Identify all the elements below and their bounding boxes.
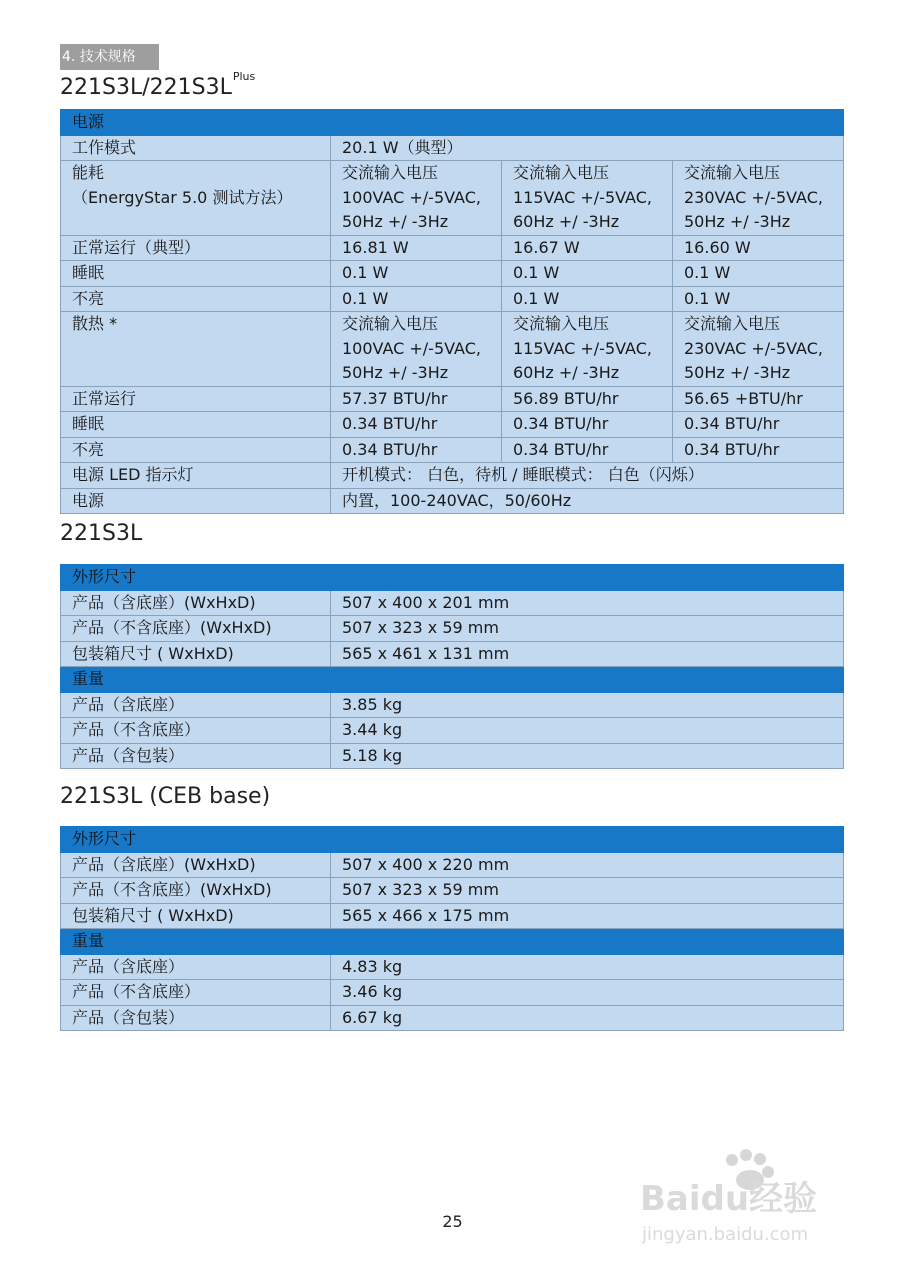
dimensions-table-b <box>60 826 844 1031</box>
table-row <box>61 743 844 769</box>
section-header-row <box>61 667 844 693</box>
row-label: 不亮 <box>61 286 331 312</box>
row-label: 产品（不含底座）(WxHxD) <box>61 878 331 904</box>
power-spec-table <box>60 109 844 514</box>
row-label: 睡眠 <box>61 412 331 438</box>
row-value: 507 x 323 x 59 mm <box>331 878 844 904</box>
row-value: 565 x 461 x 131 mm <box>331 641 844 667</box>
table-row <box>61 1005 844 1031</box>
row-label: 产品（不含底座） <box>61 718 331 744</box>
baidu-jingyan-watermark <box>640 1148 860 1248</box>
row-label: 产品（含底座）(WxHxD) <box>61 852 331 878</box>
table-row <box>61 135 844 161</box>
row-value: 507 x 400 x 220 mm <box>331 852 844 878</box>
section-header: 重量 <box>61 929 844 955</box>
row-value: 0.34 BTU/hr <box>331 437 502 463</box>
row-value: 0.1 W <box>673 286 844 312</box>
row-value: 交流输入电压 100VAC +/-5VAC, 50Hz +/ -3Hz <box>331 312 502 387</box>
row-value: 507 x 323 x 59 mm <box>331 616 844 642</box>
table-row <box>61 412 844 438</box>
section-header: 电源 <box>61 110 844 136</box>
row-value: 开机模式： 白色，待机 / 睡眠模式： 白色（闪烁） <box>331 463 844 489</box>
row-value: 0.1 W <box>502 261 673 287</box>
dimensions-table-a <box>60 564 844 769</box>
section-header-row <box>61 929 844 955</box>
table-row <box>61 641 844 667</box>
row-value: 0.34 BTU/hr <box>331 412 502 438</box>
row-value: 16.81 W <box>331 235 502 261</box>
row-value: 3.85 kg <box>331 692 844 718</box>
row-value: 交流输入电压 115VAC +/-5VAC, 60Hz +/ -3Hz <box>502 161 673 236</box>
row-label: 正常运行（典型） <box>61 235 331 261</box>
row-value: 56.89 BTU/hr <box>502 386 673 412</box>
model-title-sup: Plus <box>232 70 256 83</box>
table-row <box>61 718 844 744</box>
model-title-main <box>60 70 255 100</box>
row-label: 产品（含包装） <box>61 743 331 769</box>
row-value: 20.1 W（典型） <box>331 135 844 161</box>
row-value: 交流输入电压 100VAC +/-5VAC, 50Hz +/ -3Hz <box>331 161 502 236</box>
row-label: 电源 LED 指示灯 <box>61 463 331 489</box>
row-value: 56.65 +BTU/hr <box>673 386 844 412</box>
row-label: 睡眠 <box>61 261 331 287</box>
table-row <box>61 386 844 412</box>
table-row <box>61 286 844 312</box>
row-value: 16.60 W <box>673 235 844 261</box>
row-value: 0.34 BTU/hr <box>673 437 844 463</box>
row-value: 交流输入电压 230VAC +/-5VAC, 50Hz +/ -3Hz <box>673 312 844 387</box>
section-header-row <box>61 827 844 853</box>
section-header-row <box>61 110 844 136</box>
section-header: 外形尺寸 <box>61 827 844 853</box>
table-row <box>61 261 844 287</box>
table-row <box>61 852 844 878</box>
row-label: 产品（含包装） <box>61 1005 331 1031</box>
model-title-third: 221S3L (CEB base) <box>60 784 271 809</box>
table-row <box>61 463 844 489</box>
table-row <box>61 954 844 980</box>
table-row <box>61 903 844 929</box>
row-label: 产品（含底座）(WxHxD) <box>61 590 331 616</box>
row-value: 6.67 kg <box>331 1005 844 1031</box>
row-label: 散热 * <box>61 312 331 387</box>
row-value: 0.34 BTU/hr <box>502 412 673 438</box>
row-value: 0.34 BTU/hr <box>502 437 673 463</box>
table-row <box>61 878 844 904</box>
row-label: 产品（不含底座）(WxHxD) <box>61 616 331 642</box>
row-value: 0.1 W <box>673 261 844 287</box>
table-row <box>61 980 844 1006</box>
row-value: 交流输入电压 115VAC +/-5VAC, 60Hz +/ -3Hz <box>502 312 673 387</box>
row-label: 工作模式 <box>61 135 331 161</box>
row-label: 正常运行 <box>61 386 331 412</box>
table-row <box>61 235 844 261</box>
row-value: 565 x 466 x 175 mm <box>331 903 844 929</box>
row-value: 内置，100-240VAC，50/60Hz <box>331 488 844 514</box>
row-label: 包装箱尺寸 ( WxHxD) <box>61 903 331 929</box>
row-value: 4.83 kg <box>331 954 844 980</box>
row-value: 交流输入电压 230VAC +/-5VAC, 50Hz +/ -3Hz <box>673 161 844 236</box>
row-value: 5.18 kg <box>331 743 844 769</box>
model-title-text: 221S3L/221S3L <box>60 75 232 100</box>
row-value: 0.1 W <box>331 261 502 287</box>
table-row <box>61 312 844 387</box>
row-value: 57.37 BTU/hr <box>331 386 502 412</box>
model-title-second: 221S3L <box>60 521 143 546</box>
row-value: 507 x 400 x 201 mm <box>331 590 844 616</box>
row-label: 能耗 （EnergyStar 5.0 测试方法） <box>61 161 331 236</box>
table-row <box>61 590 844 616</box>
row-value: 0.1 W <box>331 286 502 312</box>
section-header: 重量 <box>61 667 844 693</box>
row-label: 包装箱尺寸 ( WxHxD) <box>61 641 331 667</box>
section-header-row <box>61 565 844 591</box>
table-row <box>61 488 844 514</box>
watermark-url-text: jingyan.baidu.com <box>642 1224 809 1245</box>
row-value: 0.1 W <box>502 286 673 312</box>
row-value: 16.67 W <box>502 235 673 261</box>
row-label: 产品（不含底座） <box>61 980 331 1006</box>
table-row <box>61 616 844 642</box>
row-label: 电源 <box>61 488 331 514</box>
row-value: 3.46 kg <box>331 980 844 1006</box>
page-number: 25 <box>442 1212 463 1231</box>
row-value: 0.34 BTU/hr <box>673 412 844 438</box>
chapter-tag: 4. 技术规格 <box>60 44 159 70</box>
section-header: 外形尺寸 <box>61 565 844 591</box>
table-row <box>61 437 844 463</box>
watermark-logo-text: Baidu经验 <box>640 1179 818 1219</box>
row-value: 3.44 kg <box>331 718 844 744</box>
row-label: 产品（含底座） <box>61 954 331 980</box>
table-row <box>61 161 844 236</box>
table-row <box>61 692 844 718</box>
row-label: 不亮 <box>61 437 331 463</box>
row-label: 产品（含底座） <box>61 692 331 718</box>
